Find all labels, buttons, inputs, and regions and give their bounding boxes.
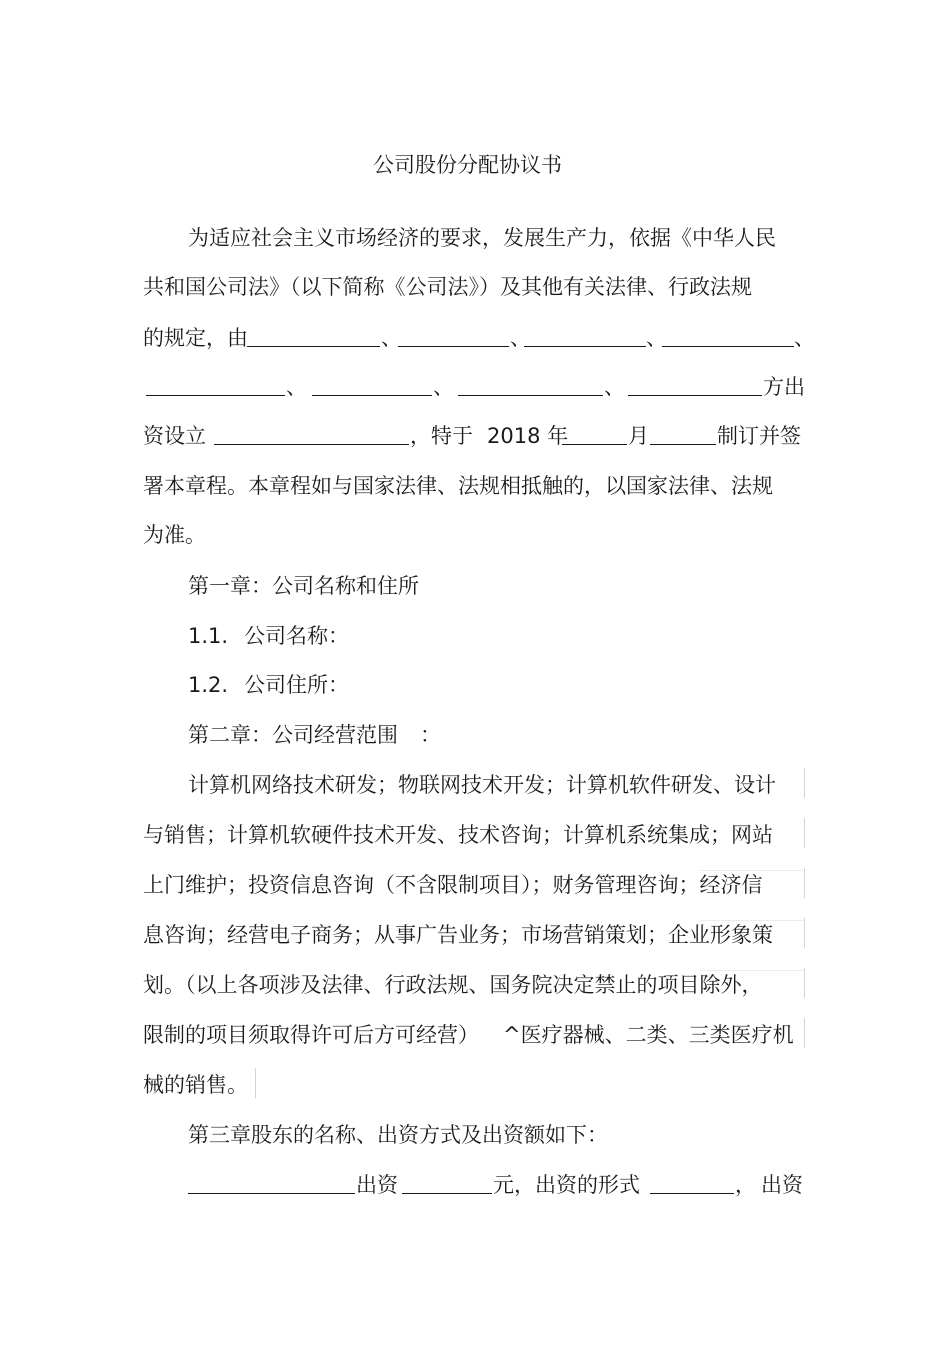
year-text: 2018 年 [487,424,569,448]
separator: 、 [381,326,402,350]
scope-line-1 [0,765,950,805]
preamble-line-3 [0,318,950,358]
scan-artifact [255,1068,256,1098]
chapter2-heading: 第二章：公司经营范围 [188,723,398,747]
chapter3-heading: 第三章股东的名称、出资方式及出资额如下： [188,1123,608,1147]
day-blank[interactable] [650,444,716,445]
scope-text-3: 上门维护；投资信息咨询（不含限制项目）；财务管理咨询；经济信 [143,873,763,897]
month-text: 月 [628,424,649,448]
scope-text-7: 械的销售。 [143,1073,248,1097]
company-name-label: 公司名称： [244,624,349,648]
shareholder-name-blank[interactable] [188,1193,355,1194]
preamble-text-2: 共和国公司法》（以下简称《公司法》）及其他有关法律、行政法规 [143,275,752,299]
scope-text-6: 限制的项目须取得许可后方可经营） [143,1023,479,1047]
scope-text-1: 计算机网络技术研发；物联网技术开发；计算机软件研发、设计 [188,773,776,797]
preamble-text-3: 的规定，由 [143,326,248,350]
shareholder-blank-6[interactable] [312,395,432,396]
preamble-text-1: 为适应社会主义市场经济的要求，发展生产力，依据《中华人民 [188,226,776,250]
chapter3-heading-line [0,1115,950,1155]
preamble-line-5 [0,416,950,456]
chapter1-heading: 第一章：公司名称和住所 [188,574,419,598]
scan-artifact [700,970,804,971]
contribution-line [0,1165,950,1205]
amount-blank[interactable] [402,1193,492,1194]
preamble-line-1 [0,218,950,258]
chapter2-heading-line [0,715,950,755]
scan-artifact [804,768,805,798]
chapter1-item-1 [0,616,950,656]
chapter2-colon: ： [420,723,441,747]
shareholder-blank-1[interactable] [247,346,380,347]
scope-text-6b: ^医疗器械、二类、三类医疗机 [503,1023,794,1047]
scan-artifact [804,968,805,998]
preamble-line-6 [0,466,950,506]
yuan-text: 元，出资的形式 [493,1173,640,1197]
title-line [0,145,950,185]
preamble-text-4: 方出 [763,375,805,399]
scan-artifact [804,818,805,848]
preamble-line-7 [0,515,950,555]
separator: 、 [646,326,667,350]
scan-artifact [804,868,805,898]
preamble-text-7: 为准。 [143,523,206,547]
scan-artifact [700,920,804,921]
separator: 、 [604,375,625,399]
scope-text-5: 划。（以上各项涉及法律、行政法规、国务院决定禁止的项目除外， [143,973,763,997]
shareholder-blank-8[interactable] [628,395,762,396]
separator: 、 [433,375,454,399]
chapter1-heading-line [0,566,950,606]
chapter1-item-2 [0,665,950,705]
preamble-text-6: 署本章程。本章程如与国家法律、法规相抵触的，以国家法律、法规 [143,474,773,498]
preamble-text-5: 资设立 [143,424,206,448]
preamble-text-5b: ，特于 [410,424,473,448]
shareholder-blank-4[interactable] [662,346,794,347]
scope-line-7 [0,1065,950,1105]
separator: 、 [286,375,307,399]
shareholder-blank-7[interactable] [458,395,603,396]
scope-line-5 [0,965,950,1005]
month-blank[interactable] [562,444,627,445]
scan-artifact [700,870,804,871]
scope-text-2: 与销售；计算机软硬件技术开发、技术咨询；计算机系统集成；网站 [143,823,773,847]
scan-artifact [804,918,805,948]
scan-artifact [804,1018,805,1048]
separator: 、 [510,326,531,350]
company-name-blank[interactable] [214,444,409,445]
shareholder-blank-2[interactable] [398,346,509,347]
comma-text: ， [735,1173,756,1197]
company-address-label: 公司住所： [244,673,349,697]
item-number: 1.1. [188,624,229,648]
scope-line-4 [0,915,950,955]
scope-text-4: 息咨询；经营电子商务；从事广告业务；市场营销策划；企业形象策 [143,923,773,947]
document-title: 公司股份分配协议书 [373,153,562,177]
scope-line-6 [0,1015,950,1055]
shareholder-blank-5[interactable] [146,395,285,396]
preamble-text-5c: 制订并签 [717,424,801,448]
separator: 、 [794,326,815,350]
preamble-line-4 [0,367,950,407]
item-number: 1.2. [188,673,229,697]
scope-line-2 [0,815,950,855]
contribution-form-blank[interactable] [650,1193,734,1194]
preamble-line-2 [0,267,950,307]
contribution-text: 出资 [356,1173,398,1197]
scope-line-3 [0,865,950,905]
shareholder-blank-3[interactable] [524,346,646,347]
contribution-tail-text: 出资 [761,1173,803,1197]
